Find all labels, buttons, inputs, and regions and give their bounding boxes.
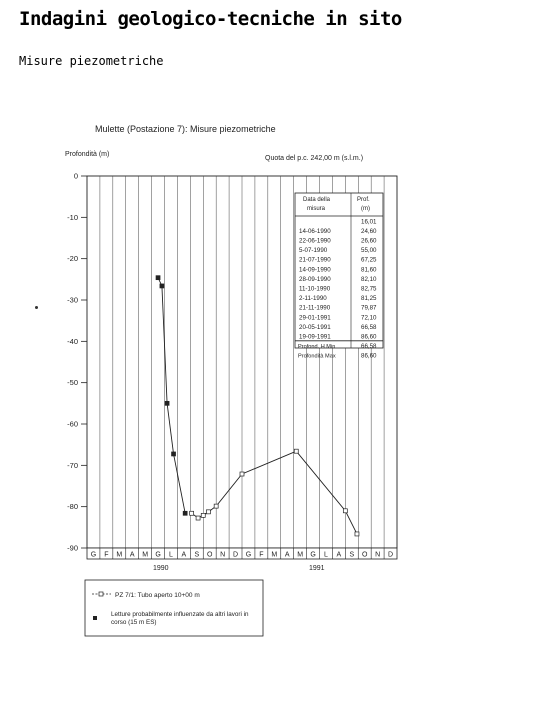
table-date: 28-09-1990	[299, 275, 331, 283]
month-label: M	[297, 551, 304, 559]
table-depth: 82,75	[361, 285, 377, 293]
legend-entry-2: Letture probabilmente influenzate da altri lavori in corso (15 m ES)	[111, 611, 249, 626]
table-footer-label: Profondità Max	[298, 353, 336, 360]
month-label: G	[155, 551, 161, 559]
legend-box	[85, 580, 263, 636]
month-label: G	[245, 551, 252, 559]
table-depth: 72,10	[361, 314, 377, 322]
month-label: G	[90, 551, 97, 559]
table-depth: 67,25	[361, 256, 377, 264]
month-label: S	[194, 551, 200, 559]
table-date: 14-09-1990	[299, 266, 331, 274]
measurement-table	[295, 193, 383, 360]
y-axis-title: Profondità (m)	[65, 151, 110, 158]
table-date: 22-06-1990	[299, 237, 331, 245]
y-tick-labels	[67, 172, 87, 553]
month-label: D	[388, 551, 394, 559]
data-point	[160, 284, 164, 288]
year-label-1991: 1991	[309, 565, 325, 572]
table-col1-line1: Data della	[303, 197, 331, 203]
scan-speck	[35, 306, 38, 309]
table-depth: 55,00	[361, 247, 377, 255]
data-point	[201, 513, 205, 517]
month-label: M	[116, 551, 123, 559]
month-axis	[87, 548, 397, 559]
year-label-1990: 1990	[153, 565, 169, 572]
month-label: F	[259, 551, 264, 559]
y-tick-label: 0	[73, 171, 78, 181]
table-date: 14-06-1990	[299, 227, 331, 235]
month-label: D	[233, 551, 239, 559]
data-point	[196, 516, 200, 520]
table-date: 19-09-1991	[299, 333, 331, 341]
table-col2-line2: (m)	[361, 206, 370, 212]
data-point	[172, 452, 176, 456]
table-date: 21-11-1990	[299, 304, 331, 312]
figure-header: Mulette (Postazione 7): Misure piezometriche	[95, 124, 276, 134]
table-date: 21-07-1990	[299, 256, 331, 264]
y-tick-label: -50	[67, 378, 78, 388]
table-depth: 86,60	[361, 333, 377, 341]
page-title: Indagini geologico-tecniche in sito	[19, 8, 402, 30]
table-depth: 26,60	[361, 237, 377, 245]
y-tick-label: -60	[67, 419, 78, 429]
month-label: L	[169, 551, 173, 559]
table-footer-label: Profond. H Min	[298, 344, 336, 351]
data-point	[355, 532, 359, 536]
table-depth: 24,60	[361, 227, 377, 235]
data-point	[190, 511, 194, 515]
data-point	[183, 511, 187, 515]
table-depth: 81,60	[361, 266, 377, 274]
table-date: 11-10-1990	[299, 285, 331, 293]
month-label: N	[375, 551, 381, 559]
table-depth: 79,87	[361, 304, 377, 312]
month-label: A	[336, 551, 342, 559]
table-col1-line2: misura	[307, 206, 326, 212]
table-date: 29-01-1991	[299, 314, 331, 322]
month-label: O	[206, 551, 213, 559]
data-point	[294, 449, 298, 453]
quota-label: Quota del p.c. 242,00 m (s.l.m.)	[265, 155, 364, 162]
table-date: 5-07-1990	[299, 247, 328, 255]
table-footer-value: 86,60	[361, 352, 377, 360]
series-line	[192, 451, 357, 534]
data-point	[165, 401, 169, 405]
month-label: A	[129, 551, 135, 559]
piezometric-figure	[55, 108, 415, 648]
data-point	[156, 276, 160, 280]
y-tick-label: -90	[67, 543, 78, 553]
table-depth: 16,01	[361, 218, 377, 226]
month-label: F	[104, 551, 109, 559]
y-tick-label: -20	[67, 254, 78, 264]
table-depth: 82,10	[361, 275, 377, 283]
y-tick-label: -80	[67, 502, 78, 512]
legend-entry-1: PZ 7/1: Tubo aperto 10+00 m	[115, 592, 200, 599]
month-label: M	[271, 551, 278, 559]
table-depth: 81,25	[361, 295, 377, 303]
month-label: A	[284, 551, 290, 559]
table-footer-value: 66,58	[361, 343, 377, 351]
month-label: M	[142, 551, 149, 559]
data-point	[206, 510, 210, 514]
table-date: 2-11-1990	[299, 295, 327, 303]
month-label: G	[310, 551, 316, 559]
data-point	[214, 504, 218, 508]
y-tick-label: -30	[67, 295, 78, 305]
y-tick-label: -40	[67, 336, 78, 346]
month-label: L	[324, 551, 328, 559]
month-label: N	[220, 551, 226, 559]
data-point	[240, 472, 244, 476]
series-line	[158, 278, 185, 514]
y-tick-label: -70	[67, 460, 78, 470]
month-label: S	[349, 551, 355, 559]
table-depth: 66,58	[361, 323, 377, 331]
data-point	[343, 509, 347, 513]
table-col2-line1: Prof.	[357, 197, 370, 203]
y-tick-label: -10	[67, 212, 78, 222]
page-subtitle: Misure piezometriche	[19, 54, 164, 68]
month-label: A	[181, 551, 187, 559]
table-date: 20-05-1991	[299, 323, 331, 331]
month-label: O	[361, 551, 368, 559]
